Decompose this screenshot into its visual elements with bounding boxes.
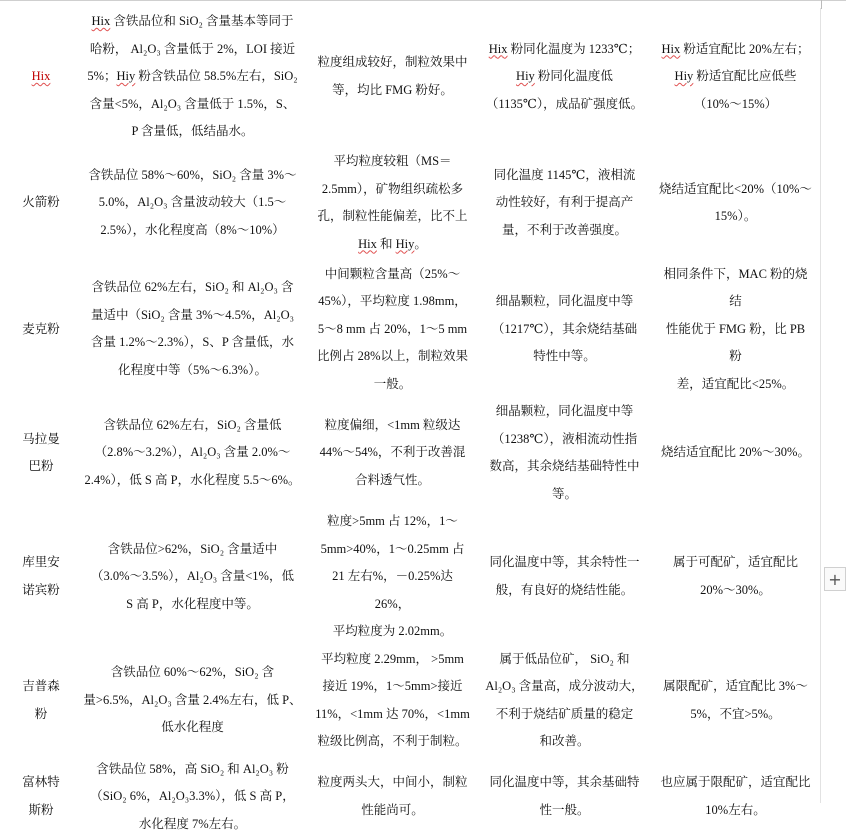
spellcheck-mark: Hiy <box>117 69 136 83</box>
cell-line: 量适中（SiO₂ 含量 3%～4.5%，Al₂O₃ <box>91 308 294 322</box>
cell-line: Hix 粉同化温度为 1233℃； <box>489 42 640 56</box>
cell-line: 巴粉 <box>28 459 53 473</box>
cell-line: 吉普森 <box>22 679 60 693</box>
composition-cell <box>76 508 309 646</box>
cell-line: 5%；Hiy 粉含铁品位 58.5%左右，SiO₂ <box>87 69 297 83</box>
cell-line: Hiy 粉适宜配比应低些 <box>675 69 797 83</box>
cell-line: 烧结适宜配比<20%（10%～ <box>659 182 812 196</box>
cell-line: 含量<5%，Al₂O₃ 含量低于 1.5%，S、 <box>90 97 296 111</box>
cell-line: 粒度偏细，<1mm 粒级达 <box>325 418 461 432</box>
table-row <box>6 646 818 756</box>
cell-line: 中间颗粒含量高（25%～ <box>325 267 460 281</box>
cell-line: 含铁品位 62%左右，SiO₂ 含量低 <box>104 418 282 432</box>
cell-line: 性能优于 FMG 粉，比 PB 粉 <box>666 322 805 364</box>
ore-name-cell <box>6 8 76 146</box>
cell-line: （2.8%～3.2%），Al₂O₃ 含量 2.0%～ <box>95 445 291 459</box>
cell-line: 火箭粉 <box>22 195 60 209</box>
cell-line: 含铁品位 58%～60%，SiO₂ 含量 3%～ <box>88 168 296 182</box>
cell-line: 平均粒度 2.29mm， >5mm <box>321 652 464 666</box>
cell-line: 5.0%，Al₂O₃ 含量波动较大（1.5～ <box>99 195 287 209</box>
cell-line: 斯粉 <box>28 803 53 817</box>
cell-line: 44%～54%，不利于改善混 <box>320 445 466 459</box>
granularity-cell <box>309 756 476 838</box>
cell-line: 动性较好，有利于提高产 <box>496 195 634 209</box>
granularity-cell <box>309 646 476 756</box>
cell-line: 量，不利于改善强度。 <box>502 223 627 237</box>
spellcheck-mark: Hiy <box>396 237 415 251</box>
cell-line: 接近 19%，1～5mm>接近 <box>322 679 462 693</box>
cell-line: Hiy 粉同化温度低 <box>516 69 613 83</box>
cell-line: 孔，制粒性能偏差，比不上 <box>317 209 467 223</box>
table-row <box>6 261 818 399</box>
page-corner-mark <box>821 0 822 9</box>
spellcheck-mark: Hix <box>92 14 111 28</box>
composition-cell <box>76 8 309 146</box>
assimilation-cell <box>476 261 653 399</box>
cell-line: 化程度中等（5%～6.3%）。 <box>118 363 267 377</box>
cell-line: 粒度>5mm 占 12%，1～ <box>327 514 458 528</box>
composition-cell <box>76 646 309 756</box>
spellcheck-mark: Hix <box>489 42 508 56</box>
cell-line: Hix 粉适宜配比 20%左右； <box>662 42 810 56</box>
cell-line: 性一般。 <box>539 803 589 817</box>
composition-cell <box>76 756 309 838</box>
cell-line: 粒度两头大，中间小，制粒 <box>317 775 467 789</box>
recommendation-cell <box>653 508 818 646</box>
table-row <box>6 146 818 261</box>
cell-line: 含铁品位>62%，SiO₂ 含量适中 <box>108 542 277 556</box>
cell-line: Hix 含铁品位和 SiO₂ 含量基本等同于 <box>92 14 294 28</box>
recommendation-cell <box>653 261 818 399</box>
page-top-border <box>0 0 846 1</box>
cell-line: 5～8 mm 占 20%，1～5 mm <box>318 322 467 336</box>
cell-line: 烧结适宜配比 20%～30%。 <box>661 445 810 459</box>
cell-line: 哈粉， Al₂O₃ 含量低于 2%，LOI 接近 <box>90 42 295 56</box>
assimilation-cell <box>476 756 653 838</box>
cell-line: 平均粒度较粗（MS＝ <box>333 154 451 168</box>
assimilation-cell <box>476 508 653 646</box>
cell-line: 平均粒度为 2.02mm。 <box>333 624 452 638</box>
cell-line: 同化温度中等，其余基础特 <box>489 775 639 789</box>
ore-name-cell <box>6 508 76 646</box>
cell-line: 10%左右。 <box>705 803 765 817</box>
spellcheck-mark: Hix <box>358 237 377 251</box>
ore-properties-table <box>6 8 818 838</box>
cell-line: 20%～30%。 <box>700 583 771 597</box>
composition-cell <box>76 261 309 399</box>
cell-line: 量>6.5%，Al₂O₃ 含量 2.4%左右，低 P、 <box>83 693 301 707</box>
composition-cell <box>76 146 309 261</box>
ore-name-cell <box>6 398 76 508</box>
spellcheck-mark: Hiy <box>675 69 694 83</box>
cell-line: 等，均比 FMG 粉好。 <box>332 83 453 97</box>
cell-line: 一般。 <box>374 377 412 391</box>
cell-line: （1217℃），其余烧结基础 <box>492 322 637 336</box>
assimilation-cell <box>476 646 653 756</box>
cell-line: 同化温度中等，其余特性一 <box>489 555 639 569</box>
table-row <box>6 8 818 146</box>
plus-icon[interactable]: + <box>824 567 846 591</box>
spellcheck-mark: Hix <box>662 42 681 56</box>
cell-line: 和改善。 <box>539 734 589 748</box>
cell-line: 库里安 <box>22 555 60 569</box>
cell-line: 细晶颗粒，同化温度中等 <box>496 294 634 308</box>
cell-line: 也应属于限配矿，适宜配比 <box>660 775 810 789</box>
cell-line: 差，适宜配比<25%。 <box>677 377 794 391</box>
cell-line: 合料透气性。 <box>355 473 430 487</box>
cell-line: S 高 P，水化程度中等。 <box>126 597 259 611</box>
cell-line: 粒级比例高，不利于制粒。 <box>317 734 467 748</box>
cell-line: 相同条件下，MAC 粉的烧结 <box>663 267 807 309</box>
cell-line: 般，有良好的烧结性能。 <box>496 583 634 597</box>
ore-name-cell <box>6 646 76 756</box>
assimilation-cell <box>476 398 653 508</box>
cell-line: 马拉曼 <box>22 432 60 446</box>
cell-line: 21 左右%，－0.25%达 26%， <box>332 569 453 611</box>
cell-line: 低水化程度 <box>161 720 224 734</box>
cell-line: （SiO₂ 6%，Al₂O₃3.3%），低 S 高 P， <box>90 789 294 803</box>
cell-line: 含铁品位 58%，高 SiO₂ 和 Al₂O₃ 粉 <box>96 762 289 776</box>
recommendation-cell <box>653 146 818 261</box>
spellcheck-mark: Hiy <box>516 69 535 83</box>
cell-line: 粉 <box>35 707 48 721</box>
recommendation-cell <box>653 646 818 756</box>
cell-line: 比例占 28%以上，制粒效果 <box>317 349 468 363</box>
cell-line: 等。 <box>552 487 577 501</box>
cell-line: 45%），平均粒度 1.98mm， <box>318 294 467 308</box>
cell-line: Al₂O₃ 含量高，成分波动大， <box>485 679 643 693</box>
cell-line: 细晶颗粒，同化温度中等 <box>496 404 634 418</box>
cell-line: 5%，不宜>5%。 <box>690 707 780 721</box>
granularity-cell <box>309 508 476 646</box>
cell-line: 属于可配矿，适宜配比 <box>673 555 798 569</box>
cell-line: Hix 和 Hiy。 <box>358 237 427 251</box>
ore-name-cell <box>6 146 76 261</box>
cell-line: 11%，<1mm 达 70%，<1mm <box>315 707 470 721</box>
ore-name-cell <box>6 261 76 399</box>
cell-line: （1135℃），成品矿强度低。 <box>486 97 643 111</box>
cell-line: 麦克粉 <box>22 322 60 336</box>
cell-line: 数高，其余烧结基础特性中 <box>489 459 639 473</box>
recommendation-cell <box>653 398 818 508</box>
cell-line: 2.5mm），矿物组织疏松多 <box>322 182 463 196</box>
cell-line: 2.4%），低 S 高 P，水化程度 5.5～6%。 <box>85 473 301 487</box>
assimilation-cell <box>476 146 653 261</box>
cell-line: 属限配矿，适宜配比 3%～ <box>663 679 808 693</box>
table-row <box>6 508 818 646</box>
table-body <box>6 8 818 838</box>
cell-line: P 含量低，低结晶水。 <box>131 124 253 138</box>
granularity-cell <box>309 261 476 399</box>
table-row <box>6 398 818 508</box>
cell-line: 富林特 <box>22 775 60 789</box>
cell-line: （1238℃），液相流动性指 <box>492 432 637 446</box>
composition-cell <box>76 398 309 508</box>
cell-line: 含铁品位 62%左右，SiO₂ 和 Al₂O₃ 含 <box>92 280 294 294</box>
table-row <box>6 756 818 838</box>
cell-line: 含铁品位 60%～62%，SiO₂ 含 <box>111 665 274 679</box>
cell-line: 15%）。 <box>715 209 757 223</box>
cell-line: （10%～15%） <box>694 97 777 111</box>
cell-line: 性能尚可。 <box>361 803 424 817</box>
cell-line: 2.5%），水化程度高（8%～10%） <box>100 223 284 237</box>
recommendation-cell <box>653 756 818 838</box>
ore-name-cell <box>6 756 76 838</box>
cell-line: 粒度组成较好，制粒效果中 <box>317 55 467 69</box>
granularity-cell <box>309 146 476 261</box>
cell-line: 同化温度 1145℃，液相流 <box>494 168 636 182</box>
cell-line: 诺宾粉 <box>22 583 60 597</box>
cell-line: 5mm>40%，1～0.25mm 占 <box>321 542 465 556</box>
granularity-cell <box>309 398 476 508</box>
cell-line: Hix <box>32 69 51 83</box>
margin-line <box>820 8 821 803</box>
cell-line: 属于低品位矿， SiO₂ 和 <box>499 652 629 666</box>
recommendation-cell <box>653 8 818 146</box>
cell-line: 不利于烧结矿质量的稳定 <box>496 707 634 721</box>
granularity-cell <box>309 8 476 146</box>
assimilation-cell <box>476 8 653 146</box>
cell-line: 特性中等。 <box>533 349 596 363</box>
cell-line: （3.0%～3.5%），Al₂O₃ 含量<1%，低 <box>91 569 294 583</box>
cell-line: 含量 1.2%～2.3%），S、P 含量低，水 <box>91 335 294 349</box>
cell-line: 水化程度 7%左右。 <box>139 817 246 831</box>
